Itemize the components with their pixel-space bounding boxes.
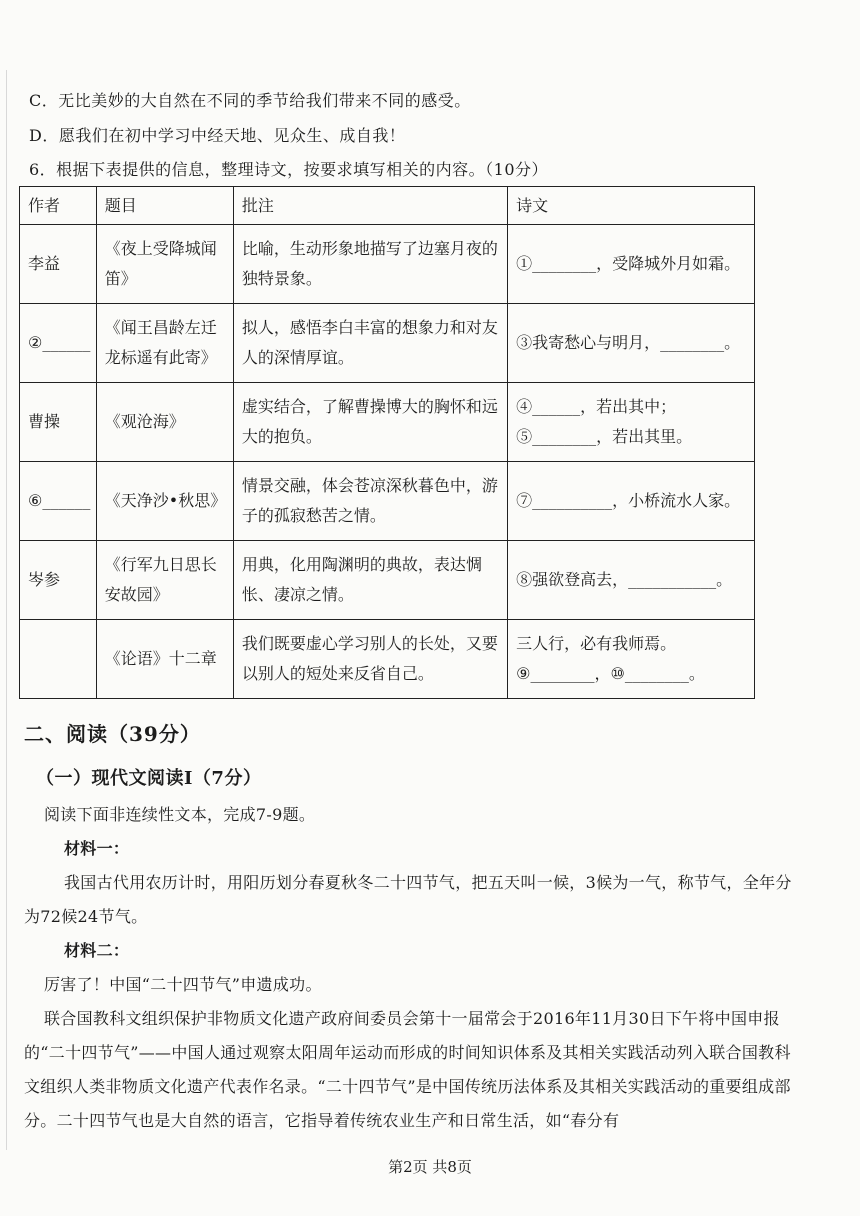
table-row [20, 304, 755, 383]
cell-author: 曹操 [20, 383, 97, 462]
cell-title: 《论语》十二章 [96, 620, 233, 699]
cell-verse: ⑦__________，小桥流水人家。 [508, 462, 755, 541]
option-d: D．愿我们在初中学习中经天地、见众生、成自我！ [29, 126, 406, 145]
header-verse: 诗文 [508, 187, 755, 225]
material-2-label: 材料二： [64, 941, 130, 960]
cell-author: 李益 [20, 225, 97, 304]
cell-note: 我们既要虚心学习别人的长处，又要以别人的短处来反省自己。 [233, 620, 507, 699]
poetry-table [19, 186, 755, 699]
cell-title: 《观沧海》 [96, 383, 233, 462]
table-header-row [20, 187, 755, 225]
material-1-label: 材料一： [64, 839, 130, 858]
material-1-text: 我国古代用农历计时，用阳历划分春夏秋冬二十四节气，把五天叫一候，3候为一气，称节气，全年分为72候24节气。 [24, 873, 792, 926]
table-row [20, 462, 755, 541]
cell-title: 《行军九日思长安故园》 [96, 541, 233, 620]
cell-verse: ④______，若出其中； ⑤________，若出其里。 [508, 383, 755, 462]
cell-note: 虚实结合，了解曹操博大的胸怀和远大的抱负。 [233, 383, 507, 462]
cell-title: 《夜上受降城闻笛》 [96, 225, 233, 304]
cell-verse: ③我寄愁心与明月，________。 [508, 304, 755, 383]
material-2-headline: 厉害了！中国“二十四节气”申遗成功。 [44, 975, 322, 994]
cell-verse: 三人行，必有我师焉。 ⑨________，⑩________。 [508, 620, 755, 699]
cell-author [20, 620, 97, 699]
question-6-prompt: 6．根据下表提供的信息，整理诗文，按要求填写相关的内容。（10分） [29, 160, 549, 179]
page-footer: 第2页 共8页 [388, 1158, 472, 1176]
cell-note: 情景交融，体会苍凉深秋暮色中，游子的孤寂愁苦之情。 [233, 462, 507, 541]
table-row [20, 383, 755, 462]
cell-verse: ⑧强欲登高去，___________。 [508, 541, 755, 620]
header-title: 题目 [96, 187, 233, 225]
section-heading: 二、阅读（39分） [24, 722, 201, 746]
cell-author: 岑参 [20, 541, 97, 620]
cell-author: ②______ [20, 304, 97, 383]
header-author: 作者 [20, 187, 97, 225]
subsection-heading: （一）现代文阅读Ⅰ（7分） [36, 768, 262, 789]
header-note: 批注 [233, 187, 507, 225]
cell-note: 比喻，生动形象地描写了边塞月夜的独特景象。 [233, 225, 507, 304]
table-row [20, 225, 755, 304]
cell-title: 《天净沙•秋思》 [96, 462, 233, 541]
option-c: C．无比美妙的大自然在不同的季节给我们带来不同的感受。 [29, 91, 471, 110]
cell-note: 用典，化用陶渊明的典故，表达惆怅、凄凉之情。 [233, 541, 507, 620]
reading-instruction: 阅读下面非连续性文本，完成7-9题。 [44, 805, 316, 824]
cell-verse: ①________，受降城外月如霜。 [508, 225, 755, 304]
cell-title: 《闻王昌龄左迁龙标遥有此寄》 [96, 304, 233, 383]
table-row [20, 620, 755, 699]
table-row [20, 541, 755, 620]
material-2-text: 联合国教科文组织保护非物质文化遗产政府间委员会第十一届常会于2016年11月30日下午将中国申报的“二十四节气”——中国人通过观察太阳周年运动而形成的时间知识体系及其相关实践活动列入联合国教科文组织人类非物质文化遗产代表作名录。“二十四节气”是中国传统历法体系及其相关实践活动的重要组成部分。二十四节气也是大自然的语言，它指导着传统农业生产和日常生活，如“春分有 [24, 1009, 791, 1130]
cell-note: 拟人，感悟李白丰富的想象力和对友人的深情厚谊。 [233, 304, 507, 383]
margin-rule [6, 70, 7, 1150]
cell-author: ⑥______ [20, 462, 97, 541]
